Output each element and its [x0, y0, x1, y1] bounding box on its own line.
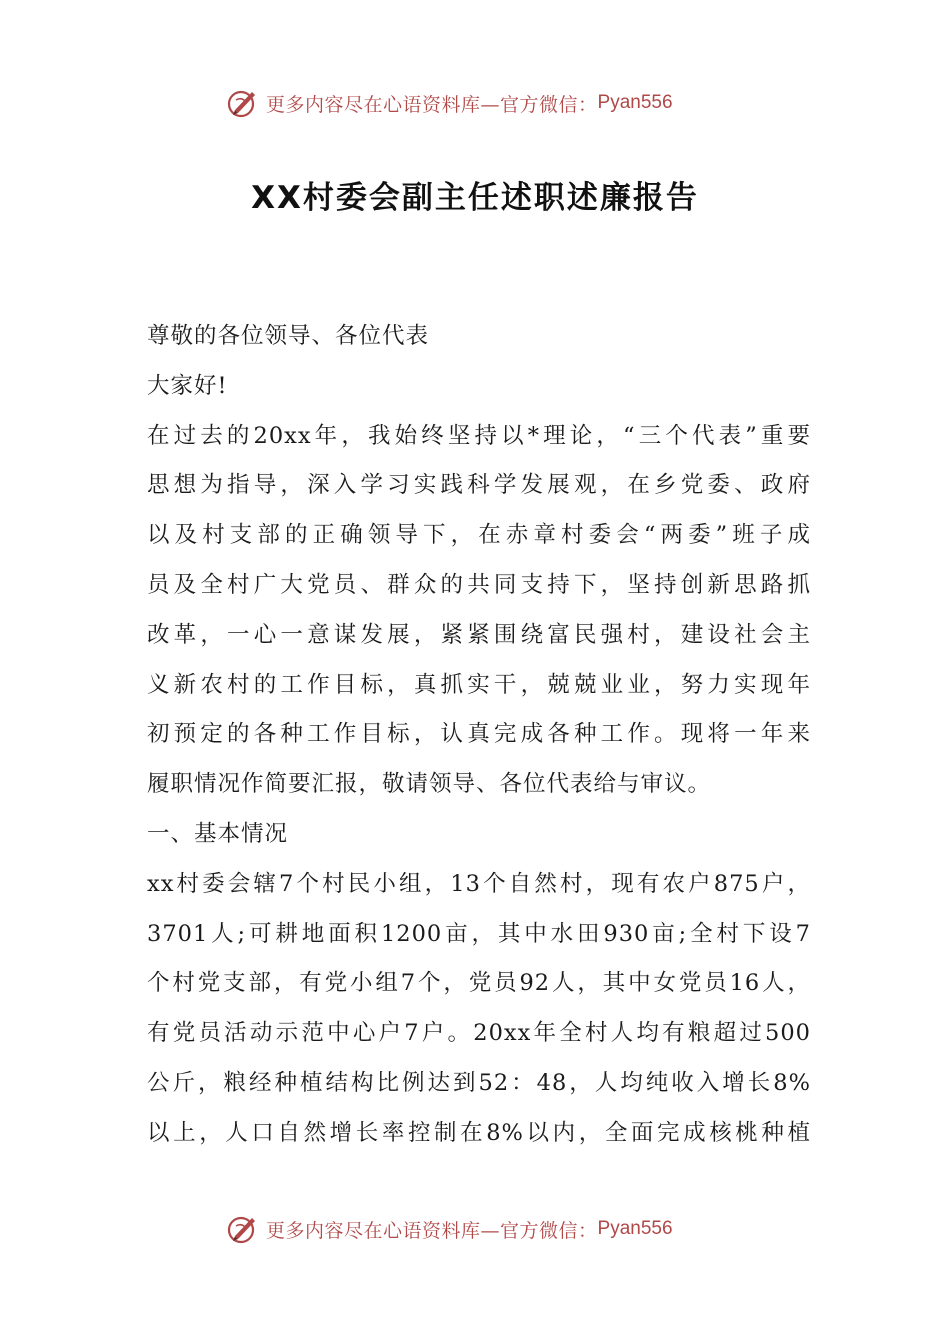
- document-body: [147, 312, 811, 1159]
- paragraph-line: 个村党支部，有党小组7个，党员92人，其中女党员16人，: [147, 970, 811, 997]
- paragraph-line: 3701人;可耕地面积1200亩，其中水田930亩;全村下设7: [147, 920, 811, 947]
- paragraph-line: 以上，人口自然增长率控制在8%以内，全面完成核桃种植: [147, 1119, 811, 1146]
- pen-seal-icon: [226, 1212, 260, 1246]
- paragraph-line: 以及村支部的正确领导下，在赤章村委会“两委”班子成: [147, 522, 811, 549]
- paragraph-line: 履职情况作简要汇报，敬请领导、各位代表给与审议。: [147, 771, 712, 798]
- section-heading: 一、基本情况: [147, 820, 289, 847]
- watermark-wechat-id: Pyan556: [597, 1218, 673, 1239]
- paragraph-line: 思想为指导，深入学习实践科学发展观，在乡党委、政府: [147, 472, 811, 499]
- paragraph-line: xx村委会辖7个村民小组，13个自然村，现有农户875户，: [147, 870, 811, 897]
- watermark-text: 更多内容尽在心语资料库—官方微信：: [266, 1219, 598, 1242]
- salutation: 尊敬的各位领导、各位代表: [147, 323, 430, 349]
- paragraph-line: 义新农村的工作目标，真抓实干，兢兢业业，努力实现年: [147, 671, 811, 698]
- paragraph-line: 公斤，粮经种植结构比例达到52：48，人均纯收入增长8%: [147, 1069, 811, 1096]
- paragraph-line: 改革，一心一意谋发展，紧紧围绕富民强村，建设社会主: [147, 621, 811, 648]
- greeting: 大家好!: [147, 372, 228, 399]
- paragraph-line: 员及全村广大党员、群众的共同支持下，坚持创新思路抓: [147, 571, 811, 598]
- paragraph-line: 初预定的各种工作目标，认真完成各种工作。现将一年来: [147, 721, 811, 748]
- pen-seal-icon: [226, 86, 260, 120]
- paragraph-line: 有党员活动示范中心户7户。20xx年全村人均有粮超过500: [147, 1020, 811, 1047]
- watermark-footer: [226, 1212, 673, 1246]
- watermark-wechat-id: Pyan556: [597, 92, 673, 113]
- watermark-header: [226, 86, 673, 120]
- paragraph-line: 在过去的20xx年，我始终坚持以*理论，“三个代表”重要: [147, 422, 811, 449]
- watermark-text: 更多内容尽在心语资料库—官方微信：: [266, 93, 598, 116]
- document-title: XX村委会副主任述职述廉报告: [251, 180, 699, 216]
